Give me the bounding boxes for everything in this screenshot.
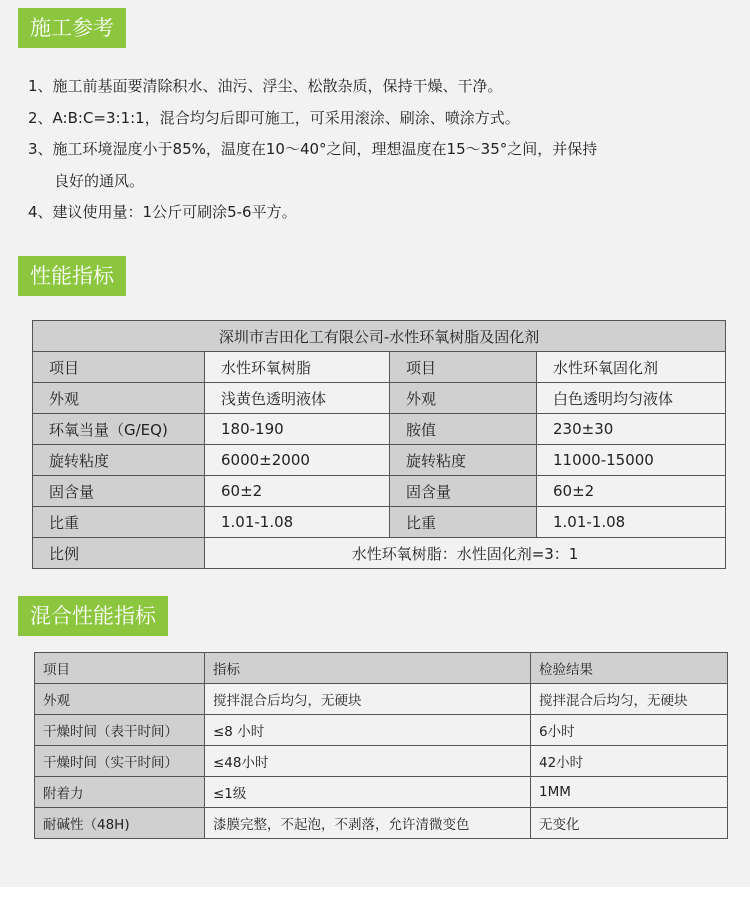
table-row [35, 715, 728, 746]
table-row [33, 476, 726, 507]
page-bottom-strip [0, 887, 750, 899]
table-cell: 干燥时间（表干时间） [35, 715, 205, 746]
table-cell: 胺值 [390, 414, 537, 445]
table-cell: ≤1级 [205, 777, 531, 808]
table-header-row [35, 653, 728, 684]
ratio-value: 水性环氧树脂：水性固化剂=3：1 [205, 538, 726, 569]
table-cell: 附着力 [35, 777, 205, 808]
table-cell: 项目 [33, 352, 205, 383]
step-3-continued: 良好的通风。 [54, 171, 145, 190]
construction-steps [28, 71, 728, 229]
table-cell: 干燥时间（实干时间） [35, 746, 205, 777]
table-row [33, 383, 726, 414]
table-cell: ≤48小时 [205, 746, 531, 777]
table-cell: 60±2 [537, 476, 726, 507]
table-cell: 固含量 [390, 476, 537, 507]
table-header-cell: 指标 [205, 653, 531, 684]
table-cell: 6小时 [531, 715, 728, 746]
table-row [33, 414, 726, 445]
table-row [35, 746, 728, 777]
section-tag-performance: 性能指标 [18, 256, 126, 296]
table-cell: 耐碱性（48H) [35, 808, 205, 839]
table-cell: 项目 [390, 352, 537, 383]
table-row [33, 352, 726, 383]
step-3: 3、施工环境湿度小于85%，温度在10～40°之间，理想温度在15～35°之间，并保持 [28, 140, 598, 158]
table-cell: 42小时 [531, 746, 728, 777]
table-cell: 外观 [390, 383, 537, 414]
section-tag-mixing: 混合性能指标 [18, 596, 168, 636]
table-cell: 固含量 [33, 476, 205, 507]
table-cell: 1.01-1.08 [537, 507, 726, 538]
table-cell: 搅拌混合后均匀，无硬块 [531, 684, 728, 715]
table-cell: 白色透明均匀液体 [537, 383, 726, 414]
table-cell: 1.01-1.08 [205, 507, 390, 538]
table-cell: 1MM [531, 777, 728, 808]
table-cell: 水性环氧树脂 [205, 352, 390, 383]
table-cell: 环氧当量（G/EQ) [33, 414, 205, 445]
table-cell: 水性环氧固化剂 [537, 352, 726, 383]
ratio-label: 比例 [33, 538, 205, 569]
table-cell: 230±30 [537, 414, 726, 445]
step-1: 1、施工前基面要清除积水、油污、浮尘、松散杂质，保持干燥、干净。 [28, 77, 503, 95]
table-cell: ≤8 小时 [205, 715, 531, 746]
table-cell: 外观 [35, 684, 205, 715]
table-cell: 11000-15000 [537, 445, 726, 476]
table-cell: 外观 [33, 383, 205, 414]
performance-table-title: 深圳市吉田化工有限公司-水性环氧树脂及固化剂 [33, 321, 726, 352]
table-row [35, 808, 728, 839]
table-cell: 60±2 [205, 476, 390, 507]
step-2: 2、A:B:C=3:1:1，混合均匀后即可施工，可采用滚涂、刷涂、喷涂方式。 [28, 108, 520, 127]
table-header-cell: 检验结果 [531, 653, 728, 684]
step-4: 4、建议使用量：1公斤可刷涂5-6平方。 [28, 203, 297, 221]
table-cell: 比重 [390, 507, 537, 538]
performance-table [32, 320, 726, 569]
section-tag-construction: 施工参考 [18, 8, 126, 48]
table-cell: 漆膜完整，不起泡，不剥落，允许清微变色 [205, 808, 531, 839]
table-header-cell: 项目 [35, 653, 205, 684]
table-row [33, 507, 726, 538]
table-cell: 搅拌混合后均匀，无硬块 [205, 684, 531, 715]
table-row [35, 777, 728, 808]
table-cell: 旋转粘度 [390, 445, 537, 476]
table-cell: 浅黄色透明液体 [205, 383, 390, 414]
table-cell: 6000±2000 [205, 445, 390, 476]
table-cell: 无变化 [531, 808, 728, 839]
table-cell: 旋转粘度 [33, 445, 205, 476]
table-row [33, 445, 726, 476]
mixing-table [34, 652, 728, 839]
table-row [33, 538, 726, 569]
table-row [35, 684, 728, 715]
table-cell: 180-190 [205, 414, 390, 445]
table-cell: 比重 [33, 507, 205, 538]
